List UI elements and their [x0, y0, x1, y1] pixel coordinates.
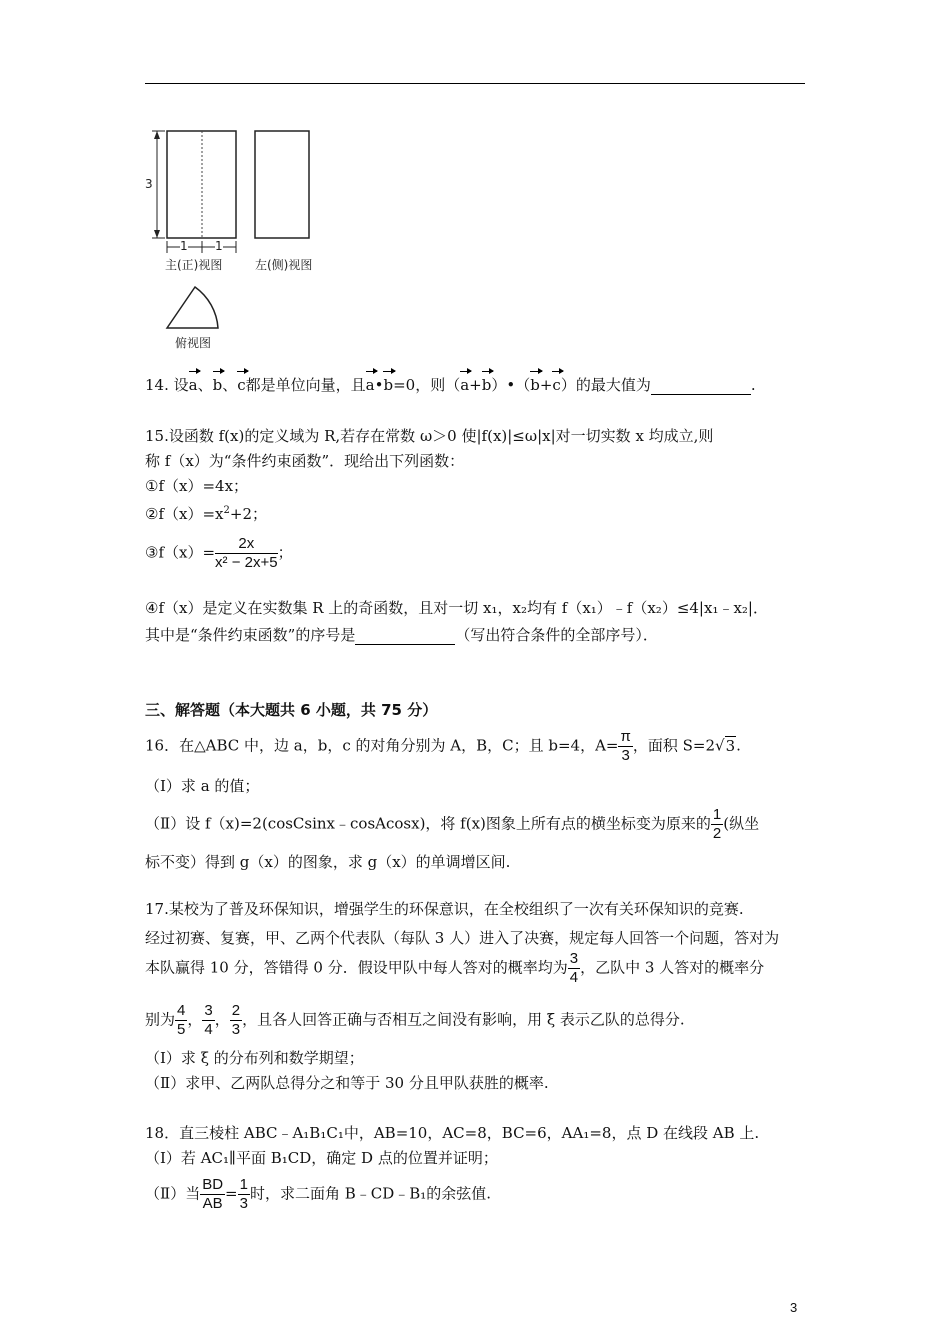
q15-item1: ①f（x）=4x；	[145, 477, 249, 495]
q16-part2	[145, 806, 759, 843]
q15-item4: ④f（x）是定义在实数集 R 上的奇函数，且对一切 x₁，x₂均有 f（x₁）﹣f（x₂）≤4|x₁﹣x₂|．	[145, 599, 768, 617]
q18-ratio-den: AB	[202, 1195, 223, 1212]
q17-line3	[145, 950, 764, 987]
three-view-figure	[145, 125, 345, 350]
question-14	[145, 374, 756, 395]
q16-frac-num: π	[620, 728, 631, 745]
q14-plus2: +	[539, 376, 553, 394]
q16-part2-prefix: （Ⅱ）设 f（x)=2(cosCsinx﹣cosAcosx)，将 f(x)图象上所有点的横坐标变为原来的	[145, 814, 711, 833]
q18-eq: =	[225, 1184, 238, 1203]
q18-part2	[145, 1176, 491, 1213]
q17-frac3	[230, 1002, 242, 1039]
q14-plus1: +	[469, 376, 482, 394]
q17-frac1-den: 5	[177, 1021, 186, 1038]
three-view-drawing	[145, 125, 345, 350]
q18-ratio-fraction	[200, 1176, 225, 1213]
dim-height-label: 3	[145, 177, 153, 191]
q14-number: 14.	[145, 376, 169, 394]
q15-last	[145, 624, 658, 645]
q17-line3-prefix: 本队赢得 10 分，答错得 0 分．假设甲队中每人答对的概率均为	[145, 958, 568, 977]
q18-part2-suffix: 时，求二面角 B﹣CD﹣B₁的余弦值.	[249, 1184, 492, 1203]
q16-angle-fraction	[618, 728, 632, 765]
q18-part1: （Ⅰ）若 AC₁∥平面 B₁CD，确定 D 点的位置并证明；	[145, 1149, 498, 1167]
q16-part2-suffix: (纵坐	[723, 814, 760, 833]
section-3-title: 三、解答题（本大题共 6 小题，共 75 分）	[145, 701, 438, 719]
q17-frac3-num: 2	[231, 1002, 241, 1019]
q17-frac1-num: 4	[177, 1002, 186, 1019]
q16-sqrt: 3	[725, 736, 736, 755]
q15-line2: 称 f（x）为“条件约束函数”．现给出下列函数：	[145, 452, 465, 470]
q15-item3-suffix: ；	[277, 543, 293, 562]
q17-line2: 经过初赛、复赛，甲、乙两个代表队（每队 3 人）进入了决赛，规定每人回答一个问题，答对为	[145, 929, 780, 947]
q17-frac1	[175, 1002, 187, 1039]
q16-part2-den: 2	[712, 825, 722, 842]
q18-value-den: 3	[239, 1195, 248, 1212]
vector-a: a	[188, 376, 198, 394]
q16-part1: （Ⅰ）求 a 的值；	[145, 777, 260, 795]
q15-item2-prefix: ②f（x）=x	[145, 505, 224, 523]
vector-a-3: a	[460, 376, 470, 394]
answer-blank-15[interactable]	[355, 624, 455, 645]
q16-part2-line2: 标不变）得到 g（x）的图象，求 g（x）的单调增区间.	[145, 853, 511, 871]
q17-frac2-num: 3	[204, 1002, 213, 1019]
q14-end: .	[750, 376, 756, 394]
q14-sep1: 、	[197, 376, 213, 394]
q17-line3-num: 3	[569, 950, 579, 967]
q14-mid2: =0，则（	[393, 376, 461, 394]
vector-b-2: b	[383, 376, 394, 394]
vector-a-2: a	[365, 376, 375, 394]
q16-part2-fraction	[711, 806, 723, 843]
q17-part2: （Ⅱ）求甲、乙两队总得分之和等于 30 分且甲队获胜的概率.	[145, 1074, 549, 1092]
q15-item2	[145, 501, 267, 524]
q17-frac2-den: 4	[204, 1021, 213, 1038]
page-number: 3	[790, 1300, 798, 1315]
q17-frac2	[202, 1002, 214, 1039]
front-view-label: 主(正)视图	[165, 258, 223, 272]
answer-blank-14[interactable]	[651, 374, 751, 395]
q15-item3-den: x² − 2x+5	[215, 554, 278, 571]
q17-line3-den: 4	[569, 969, 579, 986]
q17-comma2: ，	[214, 1010, 230, 1029]
q15-item3-num: 2x	[215, 535, 278, 554]
q17-line3-suffix: ，乙队中 3 人答对的概率分	[580, 958, 765, 977]
side-view-label: 左(侧)视图	[255, 258, 313, 272]
dim-width1-label: 1	[180, 239, 188, 253]
q16-frac-den: 3	[621, 747, 630, 764]
vector-c: c	[237, 376, 246, 394]
q15-item3	[145, 535, 293, 572]
header-rule	[145, 83, 805, 84]
q18-value-num: 1	[239, 1176, 248, 1193]
q15-item3-fraction	[215, 535, 278, 572]
q17-line4	[145, 1002, 685, 1039]
q14-suffix: ）的最大值为	[560, 376, 651, 394]
q14-dot: •	[374, 376, 384, 394]
q16-mid: ，面积 S=2	[632, 736, 715, 755]
q17-line3-fraction	[568, 950, 580, 987]
q17-line1: 17.某校为了普及环保知识，增强学生的环保意识，在全校组织了一次有关环保知识的竞赛.	[145, 900, 744, 918]
q17-line4-prefix: 别为	[145, 1010, 176, 1029]
q17-comma1: ，	[187, 1010, 203, 1029]
vector-b: b	[212, 376, 223, 394]
q18-line1: 18．直三棱柱 ABC﹣A₁B₁C₁中，AB=10，AC=8，BC=6，AA₁=8，点 D 在线段 AB 上.	[145, 1124, 760, 1142]
q18-value-fraction	[238, 1176, 250, 1213]
q18-part2-prefix: （Ⅱ）当	[145, 1184, 201, 1203]
q15-item2-sup: 2	[223, 505, 230, 516]
q15-line1: 15.设函数 f(x)的定义域为 R,若存在常数 ω＞0 使|f(x)|≤ω|x|对一切实数 x 均成立,则	[145, 427, 714, 445]
q16-line1: 16．在△ABC 中，边 a，b，c 的对角分别为 A，B，C；且 b=4，A= $\frac{\pi}{3}$ ，面积 S=2√3.	[145, 728, 741, 764]
vector-b-4: b	[530, 376, 540, 394]
q14-prefix: 设	[173, 376, 189, 394]
q16-prefix: 16．在△ABC 中，边 a，b，c 的对角分别为 A，B，C；且 b=4，A=	[145, 736, 619, 755]
q16-part2-num: 1	[712, 806, 722, 823]
vector-b-3: b	[481, 376, 492, 394]
q17-frac3-den: 3	[231, 1021, 241, 1038]
q15-last-prefix: 其中是“条件约束函数”的序号是	[145, 626, 356, 644]
q15-item3-prefix: ③f（x）=	[145, 543, 216, 562]
q14-sep2: 、	[222, 376, 238, 394]
top-view-label: 俯视图	[175, 336, 212, 350]
q14-mid3: ）•（	[491, 376, 531, 394]
q18-ratio-num: BD	[202, 1176, 224, 1193]
vector-c-2: c	[552, 376, 561, 394]
q15-last-suffix: （写出符合条件的全部序号）．	[455, 626, 658, 644]
q17-line4-suffix: ，且各人回答正确与否相互之间没有影响，用 ξ 表示乙队的总得分.	[242, 1010, 685, 1029]
q15-item2-suffix: +2；	[229, 505, 267, 523]
q17-part1: （Ⅰ）求 ξ 的分布列和数学期望；	[145, 1049, 364, 1067]
q14-mid1: 都是单位向量，且	[245, 376, 366, 394]
q16-end: .	[736, 736, 741, 755]
dim-width2-label: 1	[215, 239, 223, 253]
